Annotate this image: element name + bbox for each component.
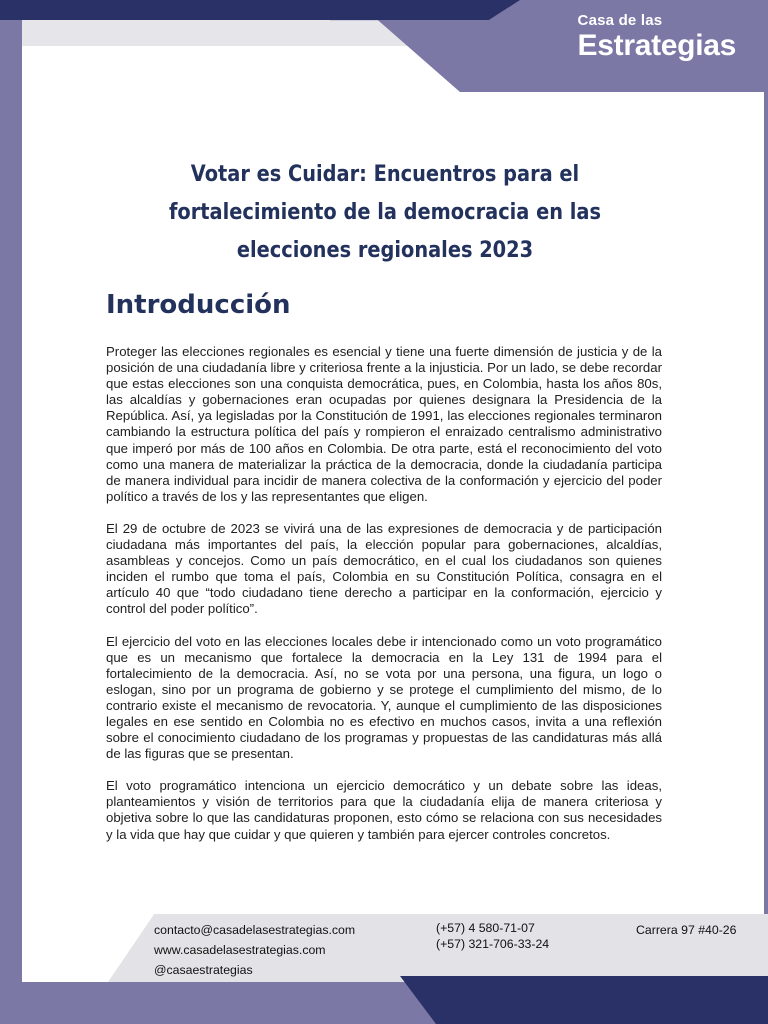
footer-phone-2: (+57) 321-706-33-24 — [436, 937, 550, 951]
paragraph: El 29 de octubre de 2023 se vivirá una de las expresiones de democracia y de participación ciudadana más importantes del país, la elección popular para gobernaciones, alcaldías, asambleas y concejos. Como un país democrático, en el cual los ciudadanos son quienes inciden el rumbo que toma el país, Colombia en su Constitución Política, consagra en el artículo 40 que “todo ciudadano tiene derecho a participar en la conformación, ejercicio y control del poder político”. — [106, 520, 662, 617]
paragraph: Proteger las elecciones regionales es esencial y tiene una fuerte dimensión de justicia y de la posición de una ciudadanía libre y criteriosa frente a la injusticia. Por un lado, se debe recordar que estas elecciones son una conquista democrática, pues, en Colombia, hasta los años 80s, las alcaldías y gobernaciones eran ocupadas por quienes designara la Presidencia de la República. Así, ya legisladas por la Constitución de 1991, las elecciones regionales terminaron cambiando la estructura política del país y rompieron el enraizado centralismo administrativo que imperó por más de 100 años en Colombia. De otra parte, está el reconocimiento del voto como una manera de materializar la práctica de la democracia, donde la ciudadanía participa de manera individual para incidir de manera colectiva de la conformación y ejercicio del poder político a través de los y las representantes que eligen. — [106, 344, 662, 504]
footer-phone-1: (+57) 4 580-71-07 — [436, 921, 535, 935]
brand-logo — [578, 12, 736, 62]
footer-address: Carrera 97 #40-26 — [636, 923, 737, 937]
page-frame-left — [0, 0, 22, 1024]
footer-purple-band — [0, 982, 420, 1000]
header-gray-band — [22, 20, 422, 46]
body-text — [106, 344, 662, 859]
section-heading: Introducción — [106, 290, 291, 320]
paragraph: El ejercicio del voto en las elecciones locales debe ir intencionado como un voto programático que es un mecanismo que fortalece la democracia en la Ley 131 de 1994 para el fortalecimiento de la democracia. Así, no se vota por una persona, una figura, un logo o eslogan, sino por un programa de gobierno y se protege el cumplimiento del mismo, de lo contrario existe el mecanismo de revocatoria. Y, aunque el cumplimiento de las disposiciones legales en ese sentido en Colombia no es efectivo en muchos casos, invita a una reflexión sobre el conocimiento ciudadano de los programas y propuestas de las candidaturas más allá de las figuras que se presentan. — [106, 633, 662, 762]
footer-social[interactable]: @casaestrategias — [154, 963, 253, 977]
footer-address-column — [636, 920, 736, 940]
footer-website[interactable]: www.casadelasestrategias.com — [154, 943, 326, 957]
footer-email[interactable]: contacto@casadelasestrategias.com — [154, 923, 356, 937]
page-frame-right — [764, 0, 768, 1024]
header-navy-band — [0, 0, 520, 20]
paragraph: El voto programático intenciona un ejercicio democrático y un debate sobre las ideas, planteamientos y visión de territorios para que la ciudadanía elija de manera criteriosa y objetiva sobre lo que las candidaturas proponen, esto cómo se relaciona con sus necesidades y la vida que hay que cuidar y que quieren y también para ejercer controles concretos. — [106, 778, 662, 842]
footer-navy-band — [400, 976, 768, 1024]
footer-phone-column — [436, 920, 549, 952]
footer-contact-column — [154, 920, 355, 980]
logo-line-1: Casa de las — [577, 12, 663, 29]
logo-line-2: Estrategias — [577, 29, 736, 62]
document-title: Votar es Cuidar: Encuentros para el fortalecimiento de la democracia en las elecciones regionales 2023 — [168, 162, 601, 263]
